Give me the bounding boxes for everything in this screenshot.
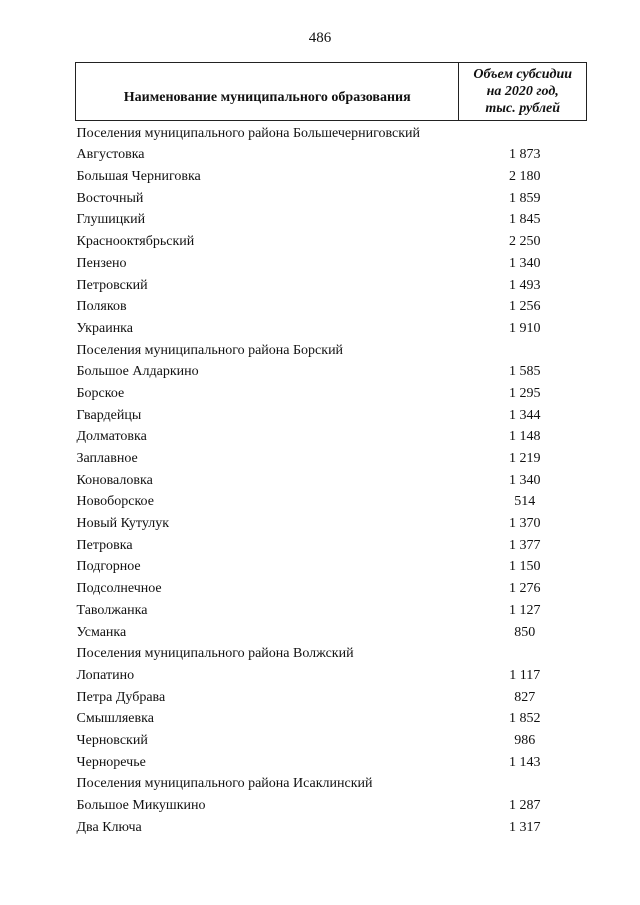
settlement-name: Черновский bbox=[76, 732, 148, 748]
table-row bbox=[76, 490, 587, 512]
table-row bbox=[76, 381, 587, 403]
settlement-name: Большое Микушкино bbox=[76, 798, 206, 813]
settlement-name: Украинка bbox=[76, 320, 133, 336]
subsidy-value: 1 150 bbox=[508, 559, 541, 575]
subsidy-value: 1 295 bbox=[508, 385, 541, 401]
subsidy-value: 1 377 bbox=[508, 537, 541, 553]
table-row bbox=[76, 251, 587, 273]
settlement-name: Большая Черниговка bbox=[76, 169, 201, 185]
table-row bbox=[76, 446, 587, 468]
subsidy-value: 1 143 bbox=[508, 754, 541, 770]
group-row bbox=[76, 338, 587, 360]
settlement-name: Таволжанка bbox=[76, 602, 148, 618]
group-title: Поселения муниципального района Большечерниговский bbox=[76, 125, 421, 141]
table-row bbox=[76, 316, 587, 338]
subsidy-value: 1 256 bbox=[508, 299, 541, 315]
subsidy-value: 986 bbox=[514, 732, 536, 748]
table-row bbox=[76, 208, 587, 230]
table-row bbox=[76, 143, 587, 165]
settlement-name: Два Ключа bbox=[76, 819, 142, 835]
settlement-name: Большое Алдаркино bbox=[76, 364, 199, 380]
page-number: 486 bbox=[308, 30, 332, 46]
table-row bbox=[76, 750, 587, 772]
table-row bbox=[76, 707, 587, 729]
settlement-name: Лопатино bbox=[76, 667, 135, 683]
settlement-name: Гвардейцы bbox=[76, 407, 142, 423]
subsidy-value: 1 585 bbox=[508, 364, 541, 380]
table-row bbox=[76, 511, 587, 533]
settlement-name: Подсолнечное bbox=[76, 581, 162, 597]
table-row bbox=[76, 793, 587, 815]
table-row bbox=[76, 598, 587, 620]
subsidy-value: 1 845 bbox=[508, 212, 541, 228]
table-row bbox=[76, 425, 587, 447]
table-row bbox=[76, 186, 587, 208]
subsidy-value: 2 250 bbox=[508, 234, 541, 250]
group-row bbox=[76, 772, 587, 794]
settlement-name: Новоборское bbox=[76, 494, 154, 510]
subsidy-value: 1 340 bbox=[508, 472, 541, 488]
subsidy-value: 1 148 bbox=[508, 429, 541, 445]
group-title: Поселения муниципального района Исаклинский bbox=[76, 776, 373, 792]
subsidy-value: 1 859 bbox=[508, 190, 541, 206]
group-row bbox=[76, 642, 587, 664]
subsidy-value: 1 873 bbox=[508, 147, 541, 163]
table-row bbox=[76, 728, 587, 750]
settlement-name: Поляков bbox=[76, 299, 127, 315]
settlement-name: Смышляевка bbox=[76, 711, 154, 727]
subsidy-value: 1 317 bbox=[508, 819, 541, 835]
table-row bbox=[76, 815, 587, 837]
settlement-name: Долматовка bbox=[76, 429, 147, 445]
table-row bbox=[76, 403, 587, 425]
subsidy-value: 1 276 bbox=[508, 581, 541, 597]
subsidy-value: 827 bbox=[514, 689, 536, 705]
subsidy-value: 850 bbox=[514, 624, 536, 640]
settlement-name: Подгорное bbox=[76, 559, 141, 575]
settlement-name: Глушицкий bbox=[76, 212, 146, 228]
subsidy-value: 1 910 bbox=[508, 320, 541, 336]
group-row bbox=[76, 121, 587, 143]
settlement-name: Черноречье bbox=[76, 754, 146, 770]
settlement-name: Петровский bbox=[76, 277, 148, 293]
header-value-column bbox=[459, 63, 587, 121]
table-row bbox=[76, 663, 587, 685]
table-row bbox=[76, 360, 587, 382]
table-row bbox=[76, 620, 587, 642]
group-title: Поселения муниципального района Борский bbox=[76, 342, 344, 358]
header-name-column: Наименование муниципального образования bbox=[76, 63, 459, 121]
subsidy-value: 1 344 bbox=[508, 407, 541, 423]
header-value-line: Объем субсидии bbox=[473, 67, 573, 82]
table-header bbox=[76, 63, 587, 121]
subsidy-value: 1 852 bbox=[508, 711, 541, 727]
subsidy-value: 1 127 bbox=[508, 602, 541, 618]
settlement-name: Петровка bbox=[76, 537, 133, 553]
table-row bbox=[76, 273, 587, 295]
table-body bbox=[76, 121, 587, 837]
subsidy-value: 2 180 bbox=[508, 169, 541, 185]
settlement-name: Усманка bbox=[76, 624, 127, 640]
group-title: Поселения муниципального района Волжский bbox=[76, 646, 354, 662]
subsidy-value: 1 340 bbox=[508, 255, 541, 271]
table-row bbox=[76, 685, 587, 707]
settlement-name: Заплавное bbox=[76, 451, 138, 466]
subsidy-value: 1 219 bbox=[508, 451, 541, 466]
header-row bbox=[76, 63, 587, 121]
subsidy-value: 1 287 bbox=[508, 798, 541, 813]
subsidy-value: 1 493 bbox=[508, 277, 541, 293]
header-value-line: на 2020 год, bbox=[486, 84, 559, 99]
subsidy-value: 1 370 bbox=[508, 516, 541, 532]
settlement-name: Краснооктябрьский bbox=[76, 234, 195, 250]
table-row bbox=[76, 555, 587, 577]
header-value-line: тыс. рублей bbox=[485, 101, 561, 116]
settlement-name: Пензено bbox=[76, 255, 127, 271]
settlement-name: Борское bbox=[76, 385, 125, 401]
settlement-name: Коноваловка bbox=[76, 472, 153, 488]
table-row bbox=[76, 533, 587, 555]
table-row bbox=[76, 229, 587, 251]
table-row bbox=[76, 164, 587, 186]
subsidy-table bbox=[75, 62, 587, 837]
subsidy-value: 514 bbox=[514, 494, 536, 510]
settlement-name: Августовка bbox=[76, 147, 145, 163]
table-row bbox=[76, 576, 587, 598]
subsidy-value: 1 117 bbox=[509, 667, 541, 683]
settlement-name: Петра Дубрава bbox=[76, 689, 166, 705]
table-row bbox=[76, 468, 587, 490]
table-row bbox=[76, 295, 587, 317]
settlement-name: Новый Кутулук bbox=[76, 516, 170, 532]
settlement-name: Восточный bbox=[76, 190, 144, 206]
